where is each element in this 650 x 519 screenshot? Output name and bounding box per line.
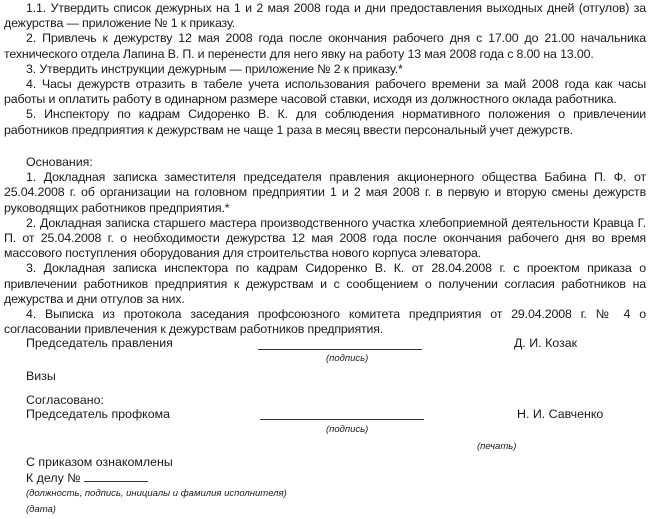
familiarized-label: С приказом ознакомлены (26, 455, 173, 469)
to-file-label: К делу № (26, 471, 81, 485)
agreed-label: Согласовано: (26, 393, 104, 407)
grounds-item-3: 3. Докладная записка инспектора по кадрам Сидоренко В. К. от 28.04.2008 г. с проектом приказа о привлечении работников предприятия к дежурствам и с сообщением о получении согласия работников на дежурства и дни отгулов за них. (4, 261, 646, 306)
chairman-title: Председатель правления (26, 336, 173, 350)
grounds-item-1: 1. Докладная записка заместителя председателя правления акционерного общества Бабина П. Ф. от 25.04.2008 г. об организации на головном предприятии 1 и 2 мая 2008 г. в первую и вторую смены дежурств руководящих работников предприятия.* (4, 170, 646, 215)
date-caption: (дата) (26, 504, 56, 515)
file-number-line (84, 470, 148, 482)
executor-caption: (должность, подпись, инициалы и фамилия исполнителя) (26, 488, 287, 499)
union-signature-caption: (подпись) (326, 424, 369, 435)
union-chair-title: Председатель профкома (26, 407, 170, 421)
visas-label: Визы (26, 369, 56, 383)
order-item-3: 3. Утвердить инструкции дежурным — приложение № 2 к приказу.* (26, 61, 403, 76)
order-item-4: 4. Часы дежурств отразить в табеле учета использования рабочего времени за май 2008 года как часы работы и оплатить работу в одинарном размере часовой ставки, исходя из должностного оклада работника. (4, 77, 646, 107)
grounds-section (0, 155, 650, 337)
union-chair-name: Н. И. Савченко (517, 407, 604, 421)
stamp-caption: (печать) (477, 441, 517, 452)
chairman-name: Д. И. Козак (514, 336, 578, 350)
to-file-row (26, 470, 148, 486)
order-item-1-1: 1.1. Утвердить список дежурных на 1 и 2 мая 2008 года и дни предоставления выходных дней (отгулов) за дежурства — приложение № 1 к приказу. (4, 1, 646, 31)
order-items (0, 1, 650, 138)
order-item-2: 2. Привлечь к дежурству 12 мая 2008 года после окончания рабочего дня с 17.00 до 21.00 начальника технического отдела Лапина В. П. и перенести для него явку на работу 13 мая 2008 года с 8.00 на 13.00. (4, 31, 646, 61)
chairman-signature-caption: (подпись) (326, 353, 369, 364)
chairman-signature-line (258, 349, 422, 350)
grounds-item-2: 2. Докладная записка старшего мастера производственного участка хлебоприемной деятельности Кравца Г. П. от 25.04.2008 г. о необходимости дежурства 12 мая 2008 года после окончания рабочего дня во время массового поступления оборудования для строительства нового корпуса элеватора. (4, 215, 646, 261)
grounds-heading: Основания: (26, 155, 93, 169)
union-signature-line (260, 419, 424, 420)
grounds-item-4: 4. Выписка из протокола заседания профсоюзного комитета предприятия от 29.04.2008 г. № 4 о согласовании привлечения к дежурствам работников предприятия. (4, 307, 646, 337)
order-item-5: 5. Инспектору по кадрам Сидоренко В. К. для соблюдения нормативного положения о привлечении работников предприятия к дежурствам не чаще 1 раза в месяц ввести персональный учет дежурств. (4, 107, 646, 137)
